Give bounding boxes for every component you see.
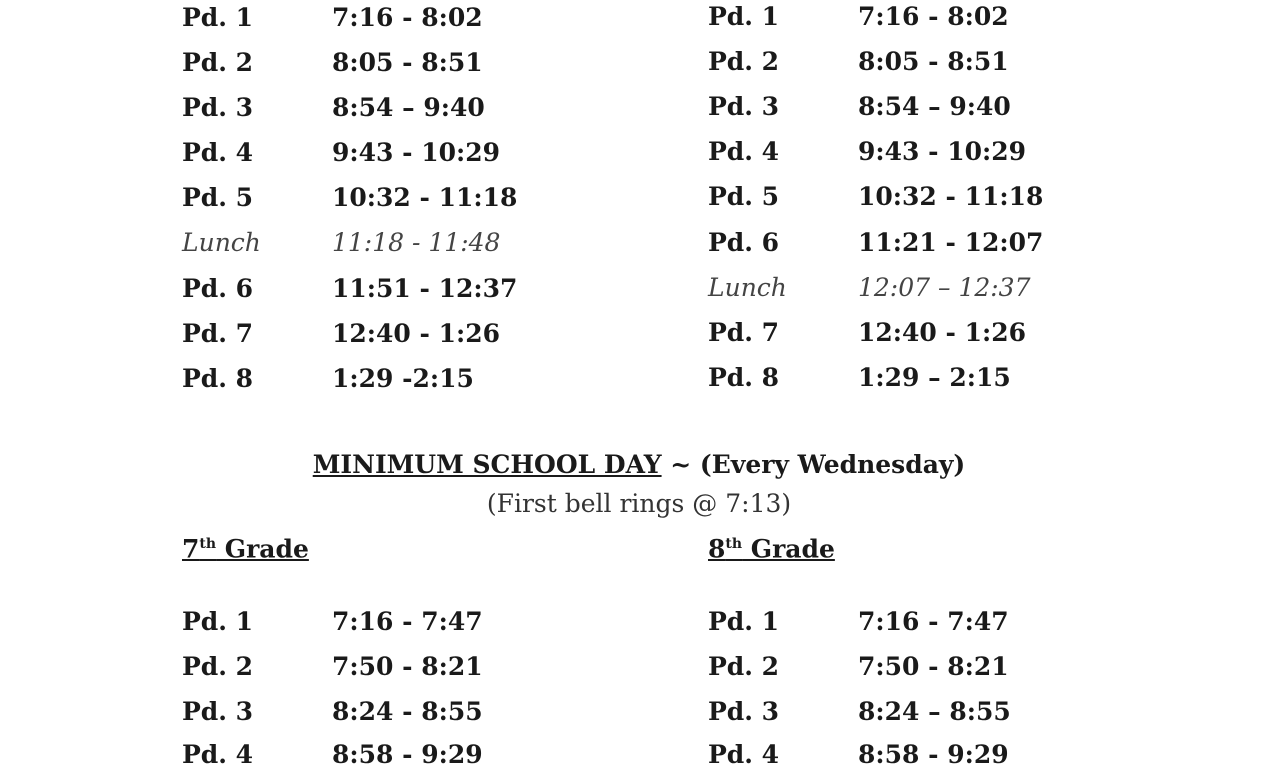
schedule-row [182, 1, 602, 35]
period-label: Pd. 2 [708, 47, 780, 76]
schedule-row [708, 180, 1128, 214]
period-time: 11:51 - 12:37 [332, 274, 518, 303]
schedule-row [182, 181, 602, 215]
period-label: Pd. 1 [182, 3, 254, 32]
period-time: 9:43 - 10:29 [858, 137, 1027, 166]
period-label: Pd. 1 [708, 607, 780, 636]
period-label: Pd. 8 [708, 363, 780, 392]
schedule-row [182, 362, 602, 396]
schedule-row [182, 46, 602, 80]
period-time: 8:24 - 8:55 [332, 697, 483, 726]
period-label: Pd. 3 [182, 697, 254, 726]
grade-word: Grade [216, 534, 309, 564]
period-time: 11:18 - 11:48 [332, 228, 501, 257]
schedule-row [182, 91, 602, 125]
schedule-row [708, 361, 1128, 395]
period-time: 7:16 - 8:02 [858, 2, 1009, 31]
period-label: Pd. 1 [708, 2, 780, 31]
schedule-row [182, 605, 602, 639]
period-label: Lunch [708, 273, 787, 302]
period-time: 8:05 - 8:51 [332, 48, 483, 77]
grade-word: Grade [742, 534, 835, 564]
schedule-row [182, 738, 602, 772]
schedule-row [708, 135, 1128, 169]
period-time: 1:29 -2:15 [332, 364, 474, 393]
period-label: Pd. 4 [182, 138, 254, 167]
grade-heading-eighth [708, 527, 835, 566]
period-time: 10:32 - 11:18 [332, 183, 518, 212]
schedule-row [182, 650, 602, 684]
period-label: Pd. 2 [708, 652, 780, 681]
period-label: Pd. 6 [708, 228, 780, 257]
period-time: 12:40 - 1:26 [332, 319, 501, 348]
schedule-row [708, 738, 1128, 772]
period-time: 7:16 - 8:02 [332, 3, 483, 32]
period-time: 7:16 - 7:47 [858, 607, 1009, 636]
period-label: Pd. 5 [708, 182, 780, 211]
period-label: Pd. 3 [708, 92, 780, 121]
period-time: 1:29 – 2:15 [858, 363, 1011, 392]
schedule-row [182, 272, 602, 306]
period-label: Pd. 4 [182, 740, 254, 769]
lunch-row [708, 271, 1128, 305]
period-label: Pd. 4 [708, 137, 780, 166]
period-label: Pd. 8 [182, 364, 254, 393]
schedule-row [708, 695, 1128, 729]
schedule-row [708, 316, 1128, 350]
lunch-row [182, 226, 602, 260]
schedule-row [708, 226, 1128, 260]
period-label: Pd. 1 [182, 607, 254, 636]
period-time: 10:32 - 11:18 [858, 182, 1044, 211]
schedule-row [708, 0, 1128, 34]
schedule-row [708, 90, 1128, 124]
period-time: 12:07 – 12:37 [858, 273, 1031, 302]
minimum-day-heading [0, 448, 1278, 482]
period-label: Pd. 3 [708, 697, 780, 726]
schedule-row [708, 605, 1128, 639]
period-time: 11:21 - 12:07 [858, 228, 1044, 257]
period-time: 8:24 – 8:55 [858, 697, 1011, 726]
period-label: Pd. 6 [182, 274, 254, 303]
grade-heading-seventh [182, 527, 309, 566]
period-label: Pd. 4 [708, 740, 780, 769]
grade-suffix: th [725, 536, 743, 552]
minimum-day-title: MINIMUM SCHOOL DAY [312, 450, 662, 479]
minimum-day-title-suffix: ~ (Every Wednesday) [661, 450, 966, 479]
period-label: Pd. 7 [708, 318, 780, 347]
period-time: 8:58 - 9:29 [858, 740, 1009, 769]
grade-number: 8 [708, 534, 726, 564]
grade-suffix: th [199, 536, 217, 552]
period-label: Pd. 7 [182, 319, 254, 348]
period-time: 9:43 - 10:29 [332, 138, 501, 167]
period-time: 7:50 - 8:21 [858, 652, 1009, 681]
schedule-row [708, 45, 1128, 79]
period-time: 8:05 - 8:51 [858, 47, 1009, 76]
period-label: Pd. 3 [182, 93, 254, 122]
period-time: 7:50 - 8:21 [332, 652, 483, 681]
schedule-row [182, 136, 602, 170]
period-time: 7:16 - 7:47 [332, 607, 483, 636]
period-label: Pd. 2 [182, 652, 254, 681]
schedule-row [708, 650, 1128, 684]
schedule-row [182, 695, 602, 729]
period-label: Pd. 5 [182, 183, 254, 212]
period-time: 8:58 - 9:29 [332, 740, 483, 769]
minimum-day-subtitle: (First bell rings @ 7:13) [486, 489, 792, 518]
period-time: 8:54 – 9:40 [858, 92, 1011, 121]
grade-number: 7 [182, 534, 200, 564]
period-label: Lunch [182, 228, 261, 257]
period-time: 8:54 – 9:40 [332, 93, 485, 122]
period-label: Pd. 2 [182, 48, 254, 77]
period-time: 12:40 - 1:26 [858, 318, 1027, 347]
schedule-row [182, 317, 602, 351]
